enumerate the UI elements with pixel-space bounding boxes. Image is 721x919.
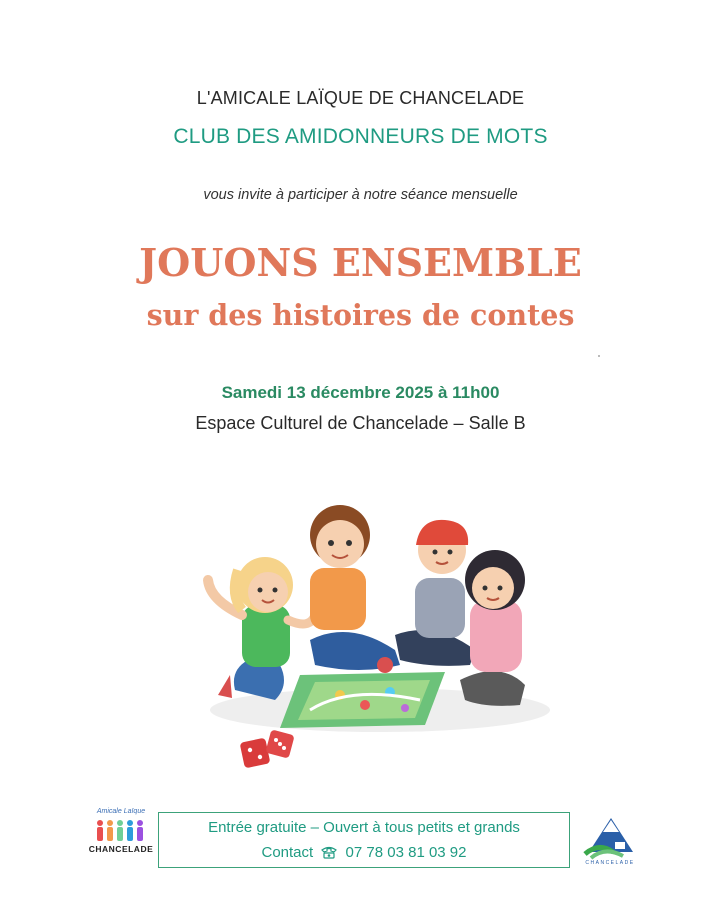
event-date: Samedi 13 décembre 2025 à 11h00 (221, 383, 500, 402)
chancelade-town-logo (575, 812, 645, 870)
organization-name: L'AMICALE LAÏQUE DE CHANCELADE (196, 88, 525, 108)
headline-subtitle: sur des histoires de contes (146, 298, 575, 332)
club-name: CLUB DES AMIDONNEURS DE MOTS (173, 125, 548, 148)
phone-icon (320, 846, 338, 859)
amicale-laique-logo (85, 808, 157, 866)
logo-right-caption: CHANCELADE (585, 860, 635, 866)
event-location: Espace Culturel de Chancelade – Salle B (195, 413, 526, 433)
boy-center (310, 505, 400, 673)
contact-line (159, 844, 569, 861)
info-box (158, 812, 570, 868)
speck (598, 355, 600, 357)
children-playing-board-game-icon (180, 500, 560, 790)
dice (240, 729, 295, 768)
entry-text: Entrée gratuite – Ouvert à tous petits et grands (208, 819, 520, 836)
logo-left-caption: Amicale Laïque (96, 808, 146, 815)
girl-right (460, 550, 525, 706)
mountain-logo-icon (579, 812, 641, 860)
headline-title: JOUONS ENSEMBLE (139, 240, 582, 285)
logo-left-town: CHANCELADE (88, 844, 154, 854)
phone-number: 07 78 03 81 03 92 (345, 844, 467, 861)
people-figures-icon (93, 818, 149, 844)
boy-cap (395, 520, 475, 666)
contact-label: Contact (261, 844, 314, 861)
invitation-text: vous invite à participer à notre séance mensuelle (203, 187, 518, 203)
